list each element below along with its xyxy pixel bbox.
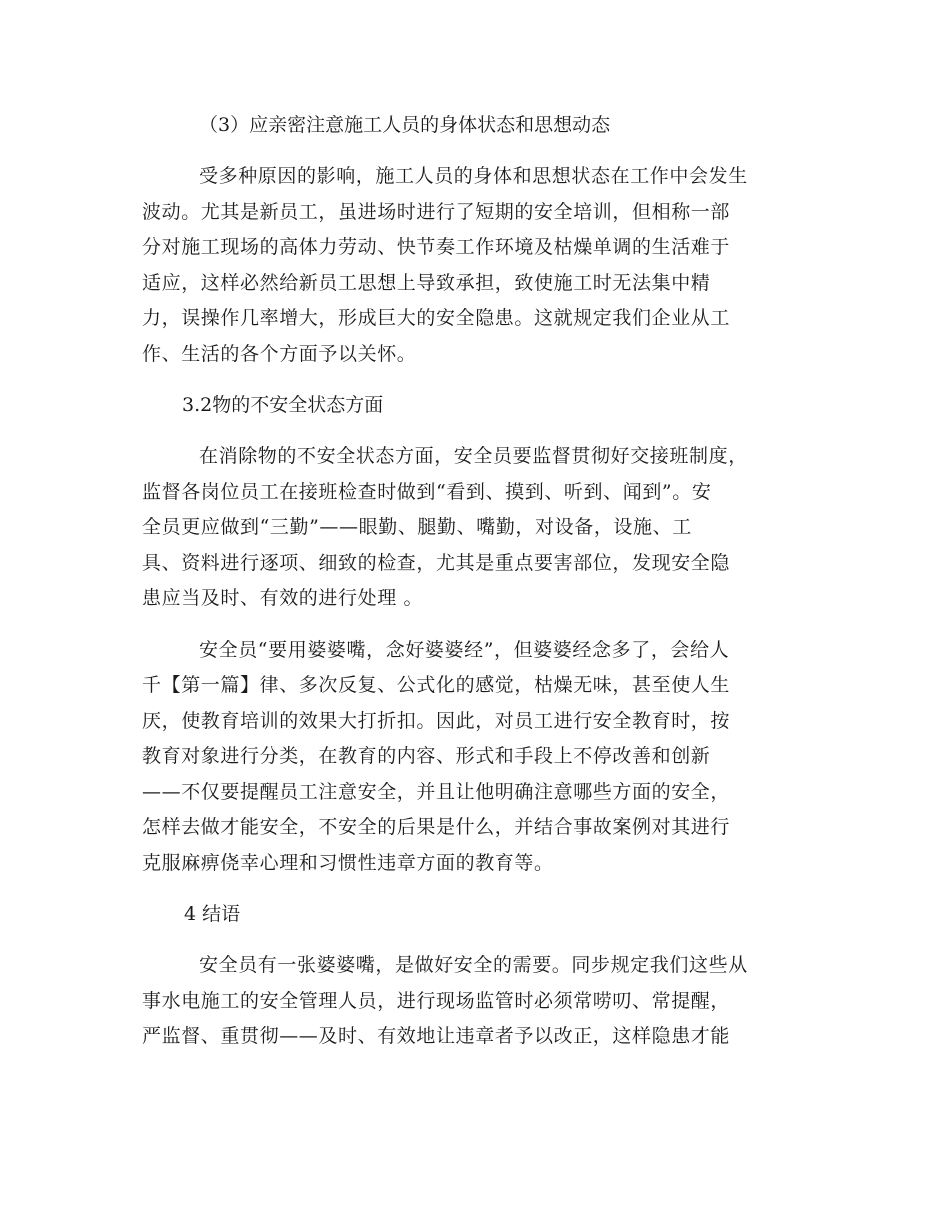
- text-line: 安全员“要用婆婆嘴，念好婆婆经”，但婆婆经念多了，会给人: [199, 638, 730, 661]
- text-line: 患应当及时、有效的进行处理 。: [142, 587, 424, 609]
- text-line: 千【第一篇】律、多次反复、公式化的感觉，枯燥无味，甚至使人生: [142, 674, 731, 696]
- text-line: 受多种原因的影响，施工人员的身体和思想状态在工作中会发生: [199, 165, 748, 187]
- text-line: 作、生活的各个方面予以关怀。: [142, 342, 417, 365]
- text-line: 厌，使教育培训的效果大打折扣。因此，对员工进行安全教育时，按: [142, 709, 731, 732]
- text-line: 适应，这样必然给新员工思想上导致承担，致使施工时无法集中精: [142, 271, 711, 294]
- section-heading-unsafe-object: 3.2物的不安全状态方面: [182, 394, 384, 416]
- text-line: 严监督、重贯彻——及时、有效地让违章者予以改正，这样隐患才能: [142, 1025, 731, 1047]
- paragraph-shift-handover: [142, 439, 812, 617]
- paragraph-worker-state: [142, 159, 812, 372]
- text-line: 教育对象进行分类，在教育的内容、形式和手段上不停改善和创新: [142, 745, 711, 767]
- text-line: 监督各岗位员工在接班检查时做到“看到、摸到、听到、闻到”。安: [142, 480, 712, 503]
- text-line: 分对施工现场的高体力劳动、快节奏工作环境及枯燥单调的生活难于: [142, 236, 731, 258]
- section-heading-body-mind: （3）应亲密注意施工人员的身体状态和思想动态: [199, 114, 611, 136]
- paragraph-conclusion: [142, 948, 812, 1055]
- text-line: 具、资料进行逐项、细致的检查，尤其是重点要害部位，发现安全隐: [142, 551, 731, 574]
- paragraph-safety-education: [142, 633, 812, 882]
- text-line: 克服麻痹侥幸心理和习惯性违章方面的教育等。: [142, 851, 554, 874]
- text-line: ——不仅要提醒员工注意安全，并且让他明确注意哪些方面的安全，: [142, 780, 731, 803]
- section-heading-conclusion: 4 结语: [184, 903, 241, 925]
- text-line: 怎样去做才能安全，不安全的后果是什么，并结合事故案例对其进行: [142, 816, 731, 838]
- text-line: 事水电施工的安全管理人员，进行现场监管时必须常唠叨、常提醒，: [142, 989, 731, 1012]
- text-line: 安全员有一张婆婆嘴，是做好安全的需要。同步规定我们这些从: [199, 954, 748, 976]
- text-line: 在消除物的不安全状态方面，安全员要监督贯彻好交接班制度，: [199, 445, 748, 467]
- document-page: [142, 108, 812, 1071]
- text-line: 力，误操作几率增大，形成巨大的安全隐患。这就规定我们企业从工: [142, 307, 731, 329]
- text-line: 波动。尤其是新员工，虽进场时进行了短期的安全培训，但相称一部: [142, 200, 731, 223]
- text-line: 全员更应做到“三勤”——眼勤、腿勤、嘴勤，对设备，设施、工: [142, 516, 692, 538]
